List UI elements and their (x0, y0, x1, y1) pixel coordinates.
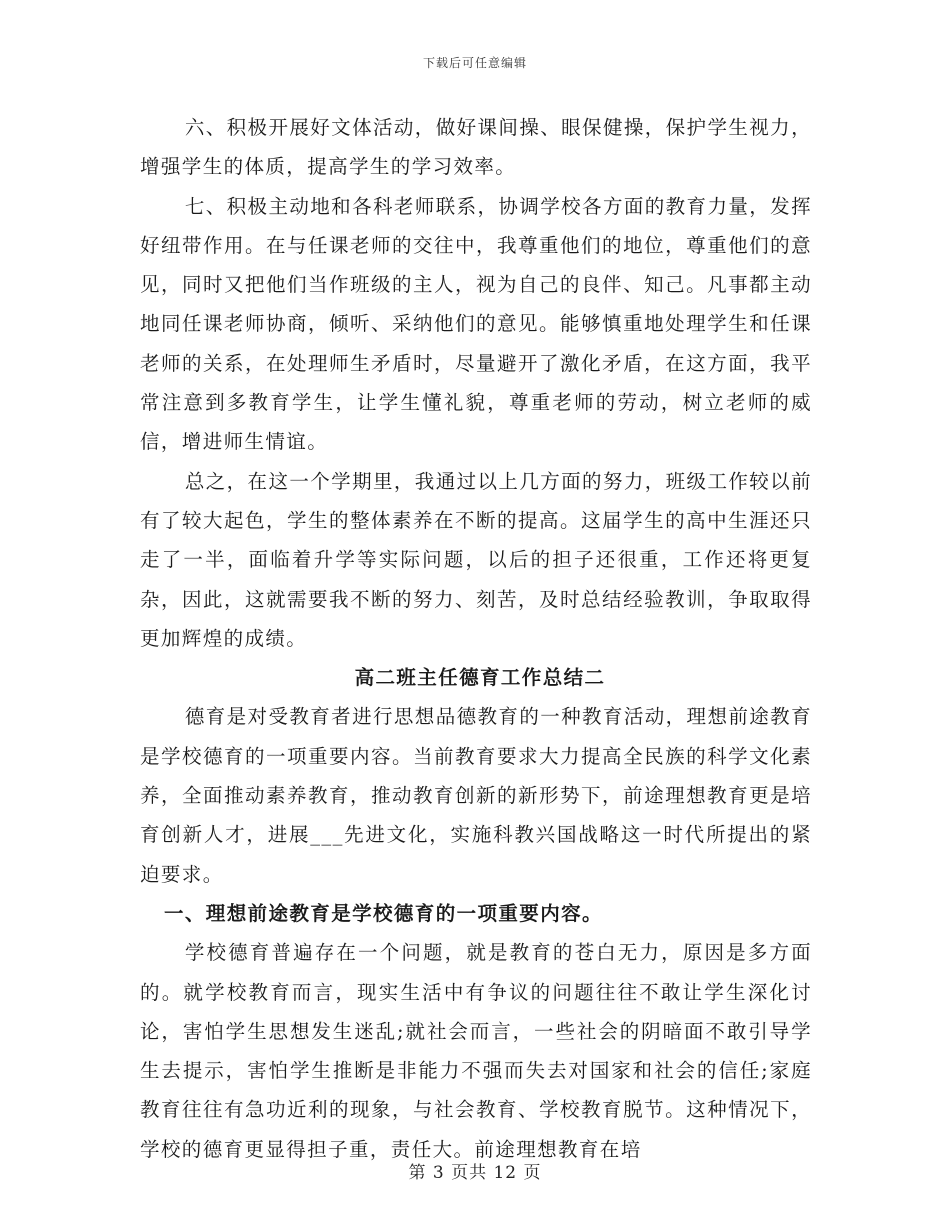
paragraph-summary: 总之，在这一个学期里，我通过以上几方面的努力，班级工作较以前有了较大起色，学生的整体素养在不断的提高。这届学生的高中生涯还只走了一半，面临着升学等实际问题，以后的担子还很重，工作还将更复杂，因此，这就需要我不断的努力、刻苦，及时总结经验教训，争取取得更加辉煌的成绩。 (140, 469, 812, 650)
paragraph-item-seven: 七、积极主动地和各科老师联系，协调学校各方面的教育力量，发挥好纽带作用。在与任课老师的交往中，我尊重他们的地位，尊重他们的意见，同时又把他们当作班级的主人，视为自己的良伴、知己。凡事都主动地同任课老师协商，倾听、采纳他们的意见。能够慎重地处理学生和任课老师的关系，在处理师生矛盾时，尽量避开了激化矛盾，在这方面，我平常注意到多教育学生，让学生懂礼貌，尊重老师的劳动，树立老师的威信，增进师生情谊。 (140, 194, 812, 454)
section-body-one: 学校德育普遍存在一个问题，就是教育的苍白无力，原因是多方面的。就学校教育而言，现实生活中有争议的问题往往不敢让学生深化讨论，害怕学生思想发生迷乱;就社会而言，一些社会的阴暗面不敢引导学生去提示，害怕学生推断是非能力不强而失去对国家和社会的信任;家庭教育往往有急功近利的现象，与社会教育、学校教育脱节。这种情况下，学校的德育更显得担子重，责任大。前途理想教育在培 (140, 941, 812, 1161)
section-heading-one: 一、理想前途教育是学校德育的一项重要内容。 (164, 901, 603, 925)
page-number: 第 3 页共 12 页 (408, 1163, 542, 1183)
document-body (140, 108, 812, 1169)
section-title: 高二班主任德育工作总结二 (354, 666, 606, 690)
section-intro: 德育是对受教育者进行思想品德教育的一种教育活动，理想前途教育是学校德育的一项重要内容。当前教育要求大力提高全民族的科学文化素养，全面推动素养教育，推动教育创新的新形势下，前途理想教育更是培育创新人才，进展___先进文化，实施科教兴国战略这一时代所提出的紧迫要求。 (140, 705, 812, 886)
paragraph-item-six: 六、积极开展好文体活动，做好课间操、眼保健操，保护学生视力，增强学生的体质，提高学生的学习效率。 (140, 116, 812, 179)
page-header: 下载后可任意编辑 (422, 56, 527, 70)
